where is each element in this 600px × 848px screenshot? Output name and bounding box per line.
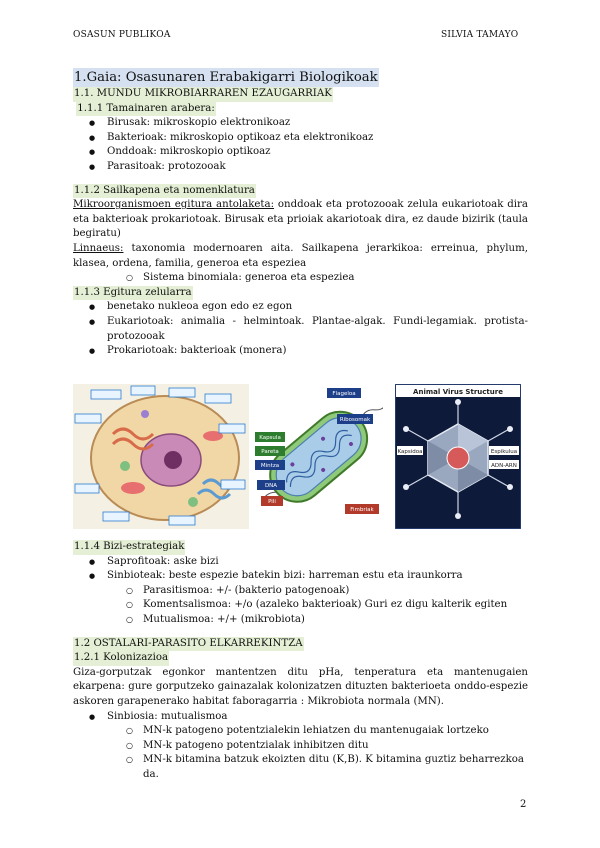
size-list (73, 116, 528, 174)
section-heading-1-2: 1.2 OSTALARI-PARASITO ELKARREKINTZA (73, 637, 304, 652)
paragraph-organization: Mikroorganismoen egitura antolaketa: onddoak eta protozooak zelula eukariotoak dira eta bakterioak prokariotoak. Birusak eta prioiak akariotoak dira, ez daude bizirik (taula begiratu) (73, 199, 528, 240)
bacteria-label: DNA (264, 483, 278, 489)
subsection-heading-1-2-1: 1.2.1 Kolonizazioa (73, 651, 169, 666)
cell-structure-list (73, 300, 528, 358)
subsection-heading-1-1-4: 1.1.4 Bizi-estrategiak (73, 540, 185, 555)
list-item: ● Eukariotoak: animalia - helmintoak. Plantae-algak. Fundi-legamiak. protista-protozooak (73, 315, 528, 344)
document-body (73, 68, 528, 359)
list-item: ● Birusak: mikroskopio elektronikoaz (73, 116, 528, 131)
list-item: ● Sinbiosia: mutualismoa (73, 710, 528, 725)
eukaryotic-cell-image (73, 384, 249, 529)
list-item: ● Saprofitoak: aske bizi (73, 555, 528, 570)
list-item: ○ MN-k patogeno potentzialekin lehiatzen du mantenugaiak lortzeko (73, 724, 528, 739)
bacteria-label: Kapsula (259, 435, 281, 441)
list-item: ○ Mutualismoa: +/+ (mikrobiota) (73, 613, 528, 628)
bacteria-label: Pili (268, 499, 276, 505)
list-item: ● Prokariotoak: bakterioak (monera) (73, 344, 528, 359)
header-right: SILVIA TAMAYO (441, 30, 519, 40)
list-item: ● Onddoak: mikroskopio optikoaz (73, 145, 528, 160)
header-left: OSASUN PUBLIKOA (73, 30, 171, 40)
subsection-heading-1-1-1: 1.1.1 Tamainaren arabera: (76, 102, 216, 117)
virus-label: Espikulua (490, 449, 518, 455)
subsection-heading-1-1-3: 1.1.3 Egitura zelularra (73, 286, 193, 301)
strategy-list (73, 555, 528, 584)
bacteria-label: Mintza (260, 463, 280, 469)
document-body-lower (73, 540, 528, 783)
virus-image (395, 384, 521, 529)
paragraph-colonization: Giza-gorputzak egonkor mantentzen ditu pHa, tenperatura eta mantenugaien ekarpena: gure gorputzeko gainazalak kolonizatzen dituzten bakterioeta onddo-espezie askoren garapenerako habitat faboragarria : Mikrobiota normala (MN). (73, 666, 528, 707)
list-item: ● Bakterioak: mikroskopio optikoaz eta elektronikoaz (73, 131, 528, 146)
microbiota-list (73, 724, 528, 782)
list-item: ● Sinbioteak: beste espezie batekin bizi: harreman estu eta iraunkorra (73, 569, 528, 584)
virus-label: Kapsidoa (397, 449, 423, 455)
binomial-list (73, 271, 528, 286)
virus-title: Animal Virus Structure (413, 388, 503, 396)
subsection-heading-1-1-2: 1.1.2 Sailkapena eta nomenklatura (73, 184, 256, 199)
figure-row (73, 384, 533, 529)
list-item: ○ Parasitismoa: +/- (bakterio patogenoak) (73, 584, 528, 599)
bacterium-image (253, 384, 383, 529)
bacteria-label: Flageloa (332, 391, 356, 397)
paragraph-linnaeus: Linnaeus: taxonomia modernoaren aita. Sailkapena jerarkikoa: erreinua, phylum, klasea, ordena, familia, generoa eta espeziea (73, 242, 528, 269)
list-item: ○ Komentsalismoa: +/o (azaleko bakterioak) Guri ez digu kalterik egiten (73, 598, 528, 613)
page-number: 2 (520, 799, 527, 810)
list-item: ● benetako nukleoa egon edo ez egon (73, 300, 528, 315)
symbiosis-list (73, 584, 528, 628)
virus-label: ADN-ARN (491, 463, 517, 469)
list-item: ● Parasitoak: protozooak (73, 160, 528, 175)
section-heading-1-1: 1.1. MUNDU MIKROBIARRAREN EZAUGARRIAK (73, 87, 333, 102)
list-item: ○ Sistema binomiala: generoa eta espeziea (73, 271, 528, 286)
symbiosis-type-list (73, 710, 528, 725)
bacteria-label: Pareta (261, 449, 279, 455)
list-item: ○ MN-k bitamina batzuk ekoizten ditu (K,B). K bitamina guztiz beharrezkoa da. (73, 753, 528, 782)
bacteria-label: Fimbriak (350, 507, 374, 513)
chapter-title: 1.Gaia: Osasunaren Erabakigarri Biologikoak (74, 70, 378, 85)
list-item: ○ MN-k patogeno potentzialak inhibitzen ditu (73, 739, 528, 754)
bacteria-label: Ribosomak (339, 417, 371, 423)
